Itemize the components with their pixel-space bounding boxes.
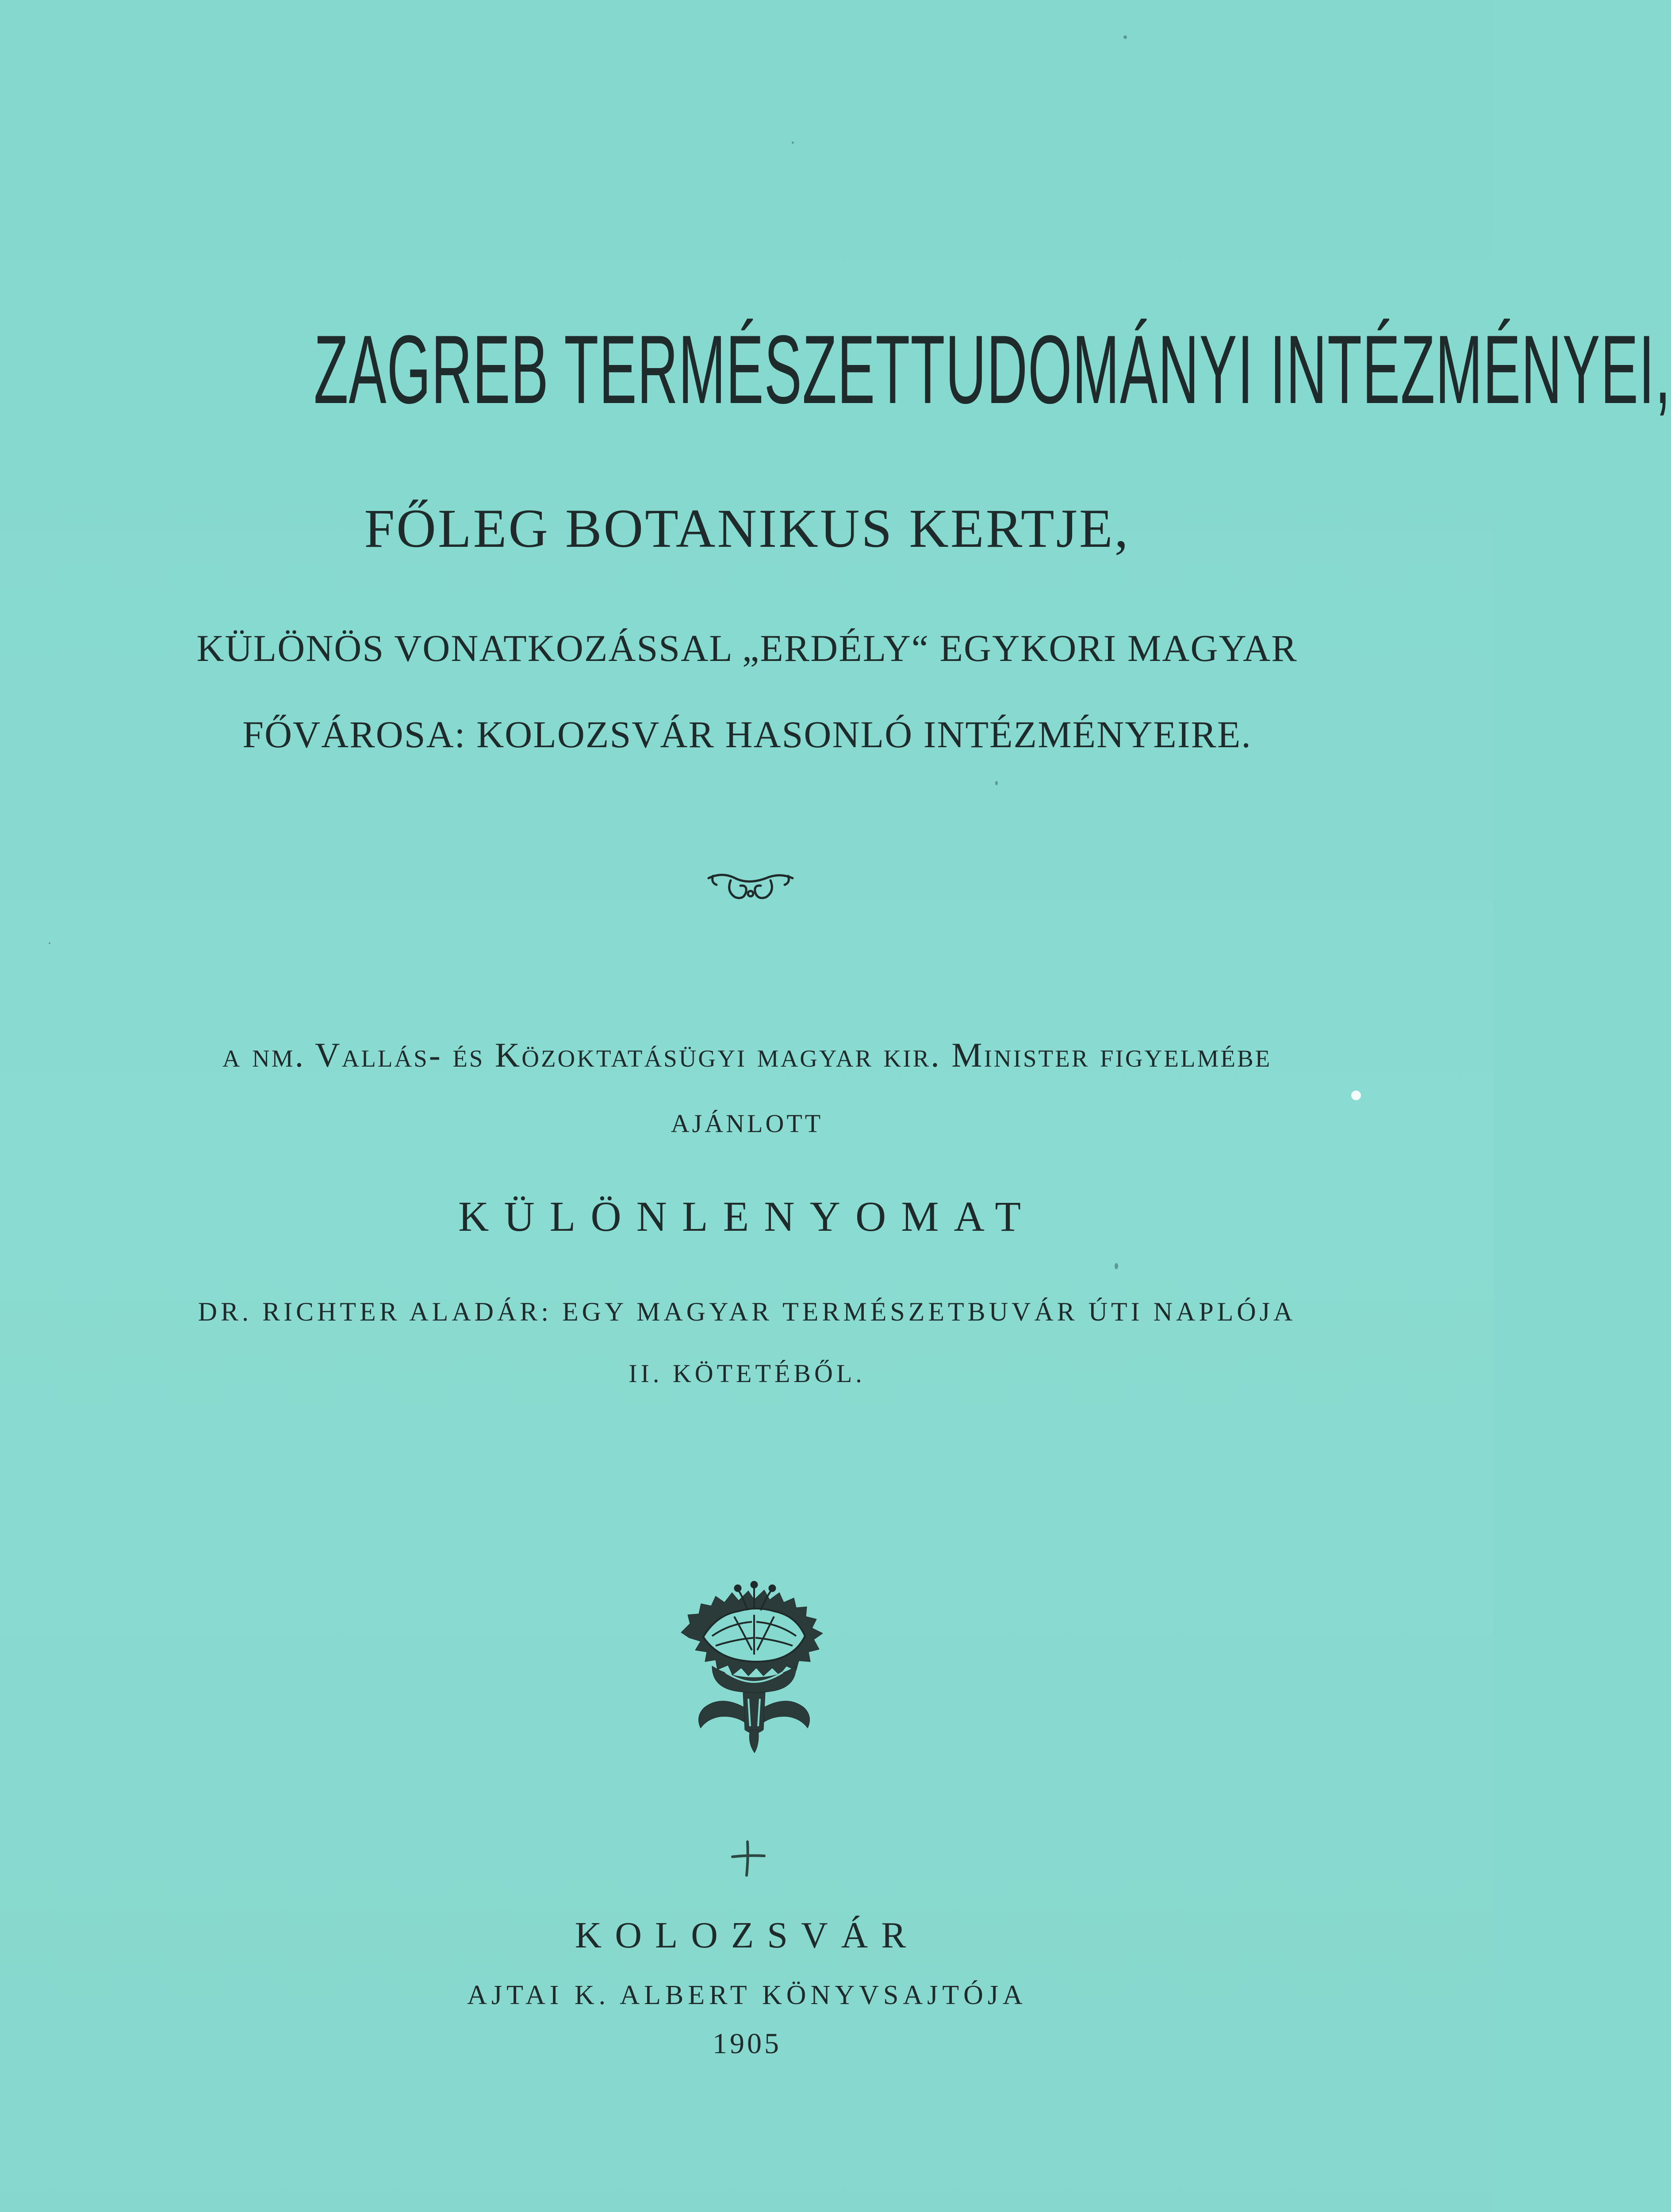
paper-speck	[792, 142, 794, 144]
subtitle: FŐLEG BOTANIKUS KERTJE,	[364, 498, 1130, 559]
paper-speck	[1115, 1263, 1118, 1269]
subtitle-line-3: FŐVÁROSA: KOLOZSVÁR HASONLÓ INTÉZMÉNYEIRE.	[242, 713, 1252, 756]
imprint-printer: AJTAI K. ALBERT KÖNYVSAJTÓJA	[467, 1980, 1027, 2010]
page-title: ZAGREB TERMÉSZETTUDOMÁNYI INTÉZMÉNYEI,	[314, 315, 1671, 424]
paper-speck	[49, 942, 50, 944]
source-line-2: II. KÖTETÉBŐL.	[629, 1359, 866, 1388]
source-line-1: DR. RICHTER ALADÁR: EGY MAGYAR TERMÉSZETBUVÁR ÚTI NAPLÓJA	[198, 1297, 1296, 1326]
offprint-label: KÜLÖNLENYOMAT	[458, 1193, 1036, 1240]
scroll-ornament-icon	[704, 867, 797, 907]
dedication-line: a nm. Vallás- és Közoktatásügyi magyar kir. Minister figyelmébe	[222, 1036, 1272, 1074]
paper-speck	[1123, 35, 1127, 39]
carnation-flower-icon	[663, 1562, 849, 1756]
imprint-year: 1905	[713, 2028, 782, 2060]
handwritten-plus-mark-icon	[728, 1838, 768, 1878]
recommended-label: AJÁNLOTT	[671, 1109, 824, 1138]
paper-hole	[1351, 1091, 1361, 1100]
paper-speck	[995, 781, 998, 785]
imprint-city: KOLOZSVÁR	[575, 1915, 920, 1956]
subtitle-line-2: KÜLÖNÖS VONATKOZÁSSAL „ERDÉLY“ EGYKORI MAGYAR	[196, 627, 1298, 669]
